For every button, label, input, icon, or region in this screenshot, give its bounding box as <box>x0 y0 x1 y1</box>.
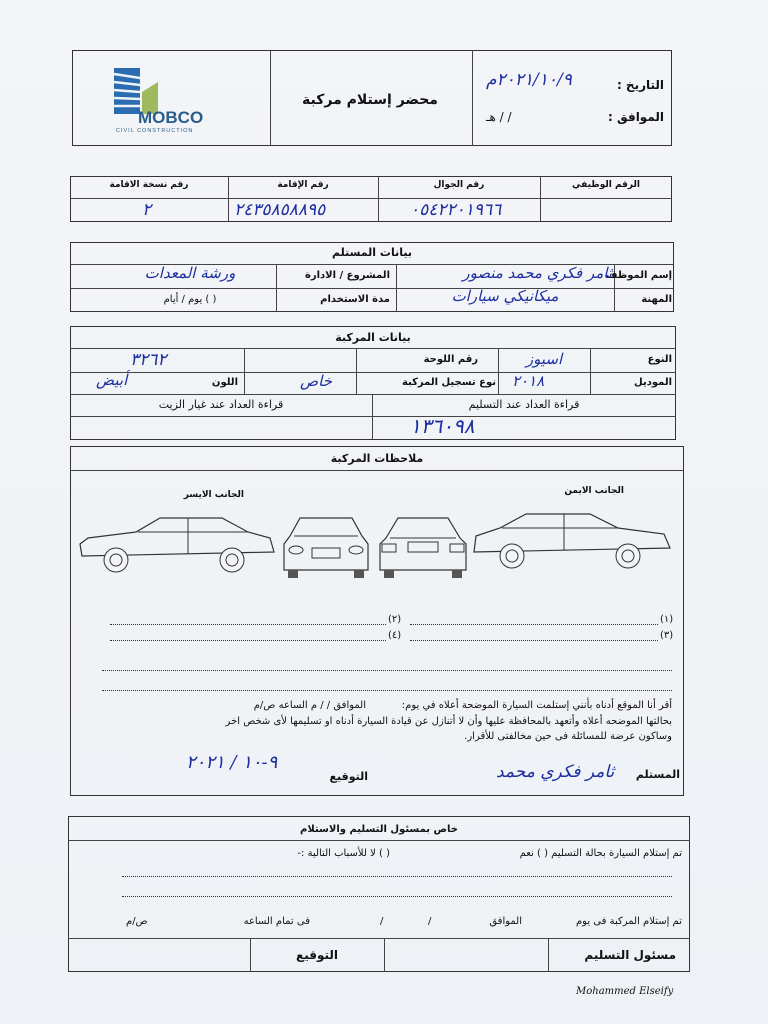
emp-iqama-value: ٢٤٣٥٨٥٨٨٩٥ <box>234 200 326 220</box>
oil-change-label: قراءة العداد عند غيار الزيت <box>158 398 284 411</box>
plate-value: ٣٢٦٢ <box>130 350 167 370</box>
receiver-label: المستلم <box>635 768 680 781</box>
left-side-label: الجانب الايسر <box>183 490 244 500</box>
emp-mobile-value: ٠٥٤٢٢٠١٩٦٦ <box>410 200 502 220</box>
car-back-icon <box>378 514 468 580</box>
declaration-date: الموافق / / م الساعه ص/م <box>253 700 366 711</box>
car-right-side-icon <box>472 510 672 572</box>
note-3-number: (٣) <box>660 630 674 641</box>
date-slash-1: / <box>428 916 432 927</box>
ampm-label: ص/م <box>126 916 148 927</box>
handover-title: خاص بمسئول التسليم والاستلام <box>300 824 458 835</box>
officer-label: مسئول التسليم <box>584 948 676 962</box>
vehicle-title: بيانات المركبة <box>335 331 411 344</box>
color-value: أبيض <box>96 371 128 389</box>
odometer-label: قراءة العداد عند التسليم <box>468 398 580 411</box>
duration-label: مدة الاستخدام <box>320 294 390 305</box>
emp-iqama-copy-value: ٢ <box>142 200 152 220</box>
received-on-label: تم إستلام المركبة فى يوم <box>575 916 682 927</box>
emp-header-iqama-copy: رقم نسخة الاقامة <box>109 180 189 190</box>
reason-line-2[interactable] <box>122 896 672 897</box>
notes-box <box>70 446 684 796</box>
hijri-label: الموافق : <box>608 110 664 124</box>
color-label: اللون <box>211 377 238 388</box>
author-footer: Mohammed Elseify <box>576 986 674 997</box>
date-value: ٢٠٢١/١٠/٩م <box>486 70 572 90</box>
note-1-number: (١) <box>660 614 674 625</box>
employee-name-label: إسم الموظف <box>605 270 672 281</box>
plate-label: رقم اللوحة <box>423 354 478 365</box>
agreed-label: الموافق <box>489 916 522 927</box>
form-title: محضر إستلام مركبة <box>302 92 438 108</box>
job-label: المهنة <box>641 294 672 305</box>
declaration-line-1: أقر أنا الموقع أدناه بأنني إستلمت السيارة الموضحة أعلاه في يوم: <box>401 700 672 711</box>
date-label: التاريخ : <box>616 78 664 92</box>
model-label: الموديل <box>634 377 672 388</box>
employee-name-value: ثامر فكري محمد منصور <box>462 264 612 282</box>
job-value: ميكانيكي سيارات <box>451 287 559 305</box>
project-label: المشروع / الادارة <box>304 270 390 281</box>
note-2-line[interactable] <box>110 624 386 625</box>
type-label: النوع <box>647 354 672 365</box>
note-line-6[interactable] <box>102 690 672 691</box>
declaration-line-2: بحالتها الموضحه أعلاه وأتعهد بالمحافظة عليها وأن لا أتنازل عن قيادة السيارة أدناه او تسليمها لأى شخص اخر <box>225 716 672 727</box>
registration-label: نوع تسجيل المركبة <box>401 377 496 388</box>
car-front-icon <box>282 514 370 580</box>
project-value: ورشة المعدات <box>144 264 236 282</box>
type-value: اسيوز <box>525 350 563 368</box>
hijri-value: / / هـ <box>486 110 512 124</box>
notes-title: ملاحظات المركبة <box>330 452 424 465</box>
duration-value: ( ) يوم / أيام <box>163 294 217 305</box>
condition-no-line: ( ) لا للأسباب التالية :- <box>297 848 390 859</box>
date-slash-2: / <box>380 916 384 927</box>
note-line-5[interactable] <box>102 670 672 671</box>
signature-label: التوقيع <box>329 770 368 783</box>
declaration-line-3: وساكون عرضة للمسائلة فى حين مخالفتى للأقرار. <box>464 731 672 742</box>
odometer-value: ١٣٦٠٩٨ <box>410 414 475 438</box>
emp-header-iqama: رقم الإقامة <box>277 180 329 190</box>
signature-value: ٩-١٠ / ٢٠٢١ <box>186 752 278 773</box>
model-value: ٢٠١٨ <box>512 372 545 390</box>
note-4-number: (٤) <box>388 630 402 641</box>
emp-header-mobile: رقم الجوال <box>433 180 485 190</box>
receiver-signature: ثامر فكري محمد <box>496 762 615 782</box>
car-left-side-icon <box>76 514 276 576</box>
emp-header-id: الرقم الوظيفي <box>572 180 640 190</box>
condition-yes-line: تم إستلام السيارة بحالة التسليم ( ) نعم <box>519 848 682 859</box>
recipient-title: بيانات المستلم <box>332 246 412 259</box>
note-2-number: (٢) <box>388 614 402 625</box>
note-3-line[interactable] <box>410 640 658 641</box>
right-side-label: الجانب الايمن <box>564 486 624 496</box>
officer-signature-label: التوقيع <box>296 948 338 962</box>
note-4-line[interactable] <box>110 640 386 641</box>
registration-value: خاص <box>300 372 332 390</box>
reason-line-1[interactable] <box>122 876 672 877</box>
time-label: فى تمام الساعه <box>243 916 310 927</box>
logo-subtext: CIVIL CONSTRUCTION <box>116 128 194 134</box>
logo-text: MOBCO <box>138 108 204 127</box>
note-1-line[interactable] <box>410 624 658 625</box>
